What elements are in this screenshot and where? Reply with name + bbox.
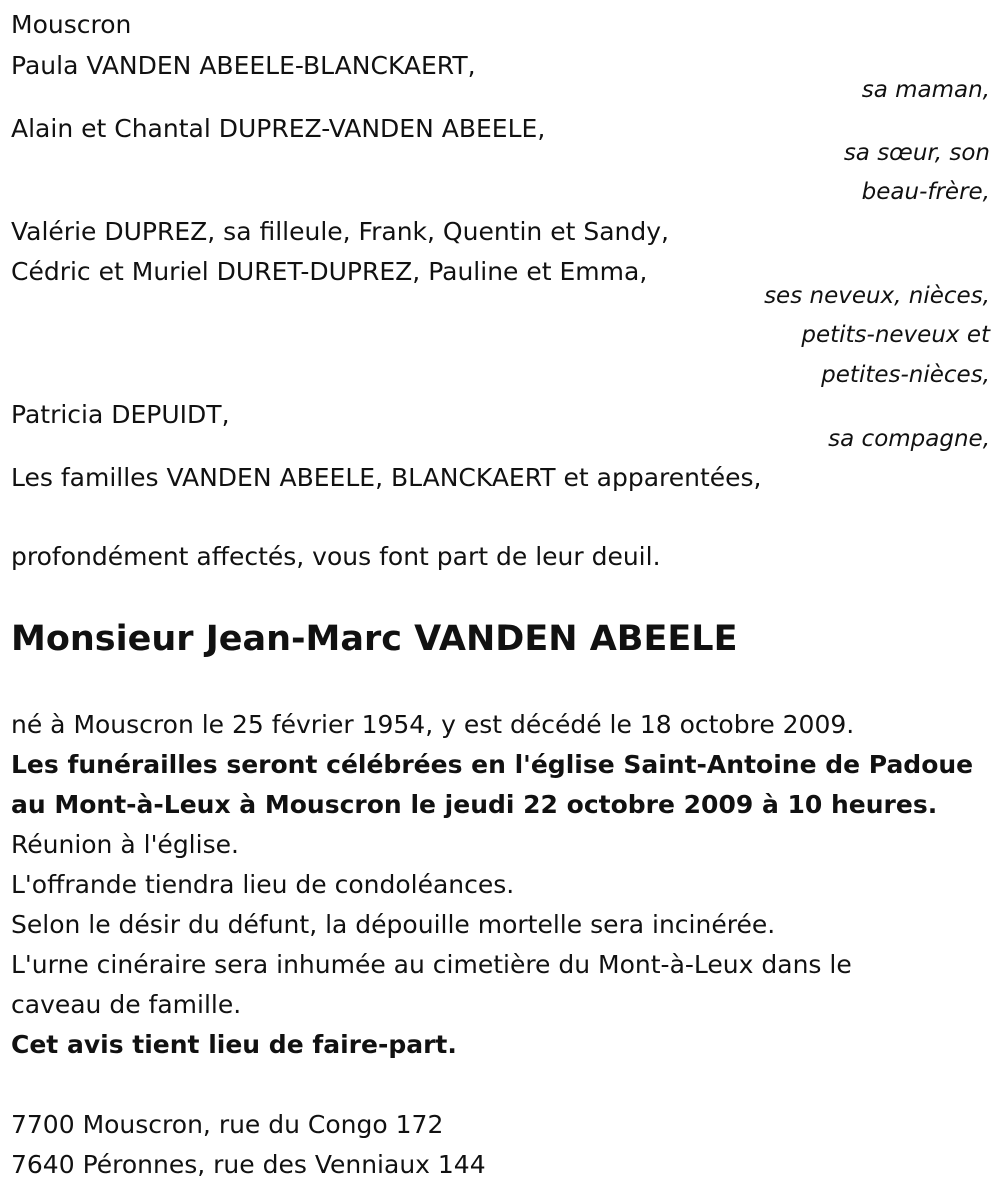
deceased-name: Monsieur Jean-Marc VANDEN ABEELE (11, 619, 738, 659)
funeral-text-line1: Les funérailles seront célébrées en l'église Saint-Antoine de Padoue (11, 750, 974, 779)
announcement-text: profondément affectés, vous font part de leur deuil. (11, 542, 661, 571)
relation-companion: sa compagne, (828, 426, 990, 452)
urn-text-line1: L'urne cinéraire sera inhumée au cimetière du Mont-à-Leux dans le (11, 950, 852, 979)
family-member-nephews-line1: Valérie DUPREZ, sa filleule, Frank, Quentin et Sandy, (11, 217, 669, 246)
relation-mother: sa maman, (861, 77, 990, 103)
offering-text: L'offrande tiendra lieu de condoléances. (11, 870, 515, 899)
family-member-families: Les familles VANDEN ABEELE, BLANCKAERT et apparentées, (11, 463, 762, 492)
reunion-text: Réunion à l'église. (11, 830, 239, 859)
funeral-text-line2: au Mont-à-Leux à Mouscron le jeudi 22 octobre 2009 à 10 heures. (11, 790, 938, 819)
family-member-companion: Patricia DEPUIDT, (11, 400, 230, 429)
birth-death-text: né à Mouscron le 25 février 1954, y est décédé le 18 octobre 2009. (11, 710, 855, 739)
family-member-nephews-line2: Cédric et Muriel DURET-DUPREZ, Pauline et Emma, (11, 257, 648, 286)
family-member-sister: Alain et Chantal DUPREZ-VANDEN ABEELE, (11, 114, 546, 143)
city-heading: Mouscron (11, 10, 132, 39)
cremation-text: Selon le désir du défunt, la dépouille mortelle sera incinérée. (11, 910, 776, 939)
urn-text-line2: caveau de famille. (11, 990, 242, 1019)
relation-nephews-line2: petits-neveux et (801, 322, 990, 348)
relation-nephews-line1: ses neveux, nièces, (764, 283, 990, 309)
relation-sister-line1: sa sœur, son (843, 140, 990, 166)
relation-nephews-line3: petites-nièces, (821, 362, 990, 388)
relation-sister-line2: beau-frère, (861, 179, 990, 205)
address-line: 7700 Mouscron, rue du Congo 172 (11, 1110, 444, 1139)
address-line: 7640 Péronnes, rue des Venniaux 144 (11, 1150, 486, 1179)
notice-text: Cet avis tient lieu de faire-part. (11, 1030, 457, 1059)
family-member-mother: Paula VANDEN ABEELE-BLANCKAERT, (11, 51, 476, 80)
